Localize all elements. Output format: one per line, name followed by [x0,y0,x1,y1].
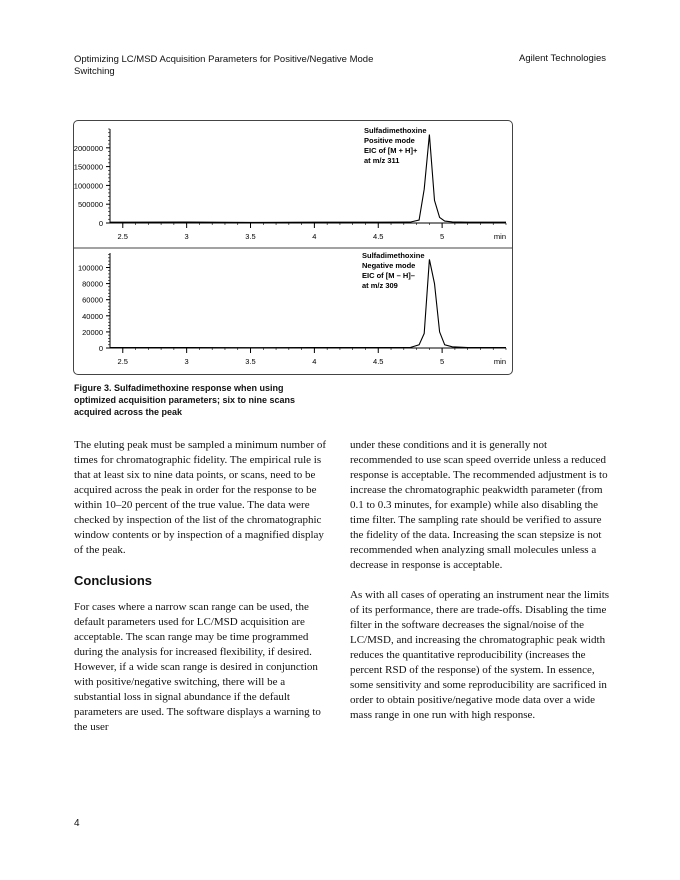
x-tick-label: 3 [184,232,189,241]
header-company: Agilent Technologies [519,53,606,64]
y-tick-label: 100000 [77,263,103,273]
y-tick-label: 1500000 [74,162,103,172]
x-tick-label: 4 [312,357,317,366]
paragraph: As with all cases of operating an instrument near the limits of its performance, there are trade-offs. Disabling the time filter in the software decreases the signal/noise of the LC/MSD, and increasing the chromatographic peak width reduces the quantitative reproducibility (increases the percent RSD of the response) of the system. In essence, some sensitivity and some reproducibility are sacrificed in order to obtain positive/negative mode data over a wide mass range in one run with high response. [350,589,610,721]
chromatogram-trace [110,259,506,347]
annotation-line: EIC of [M + H]+ [364,146,418,155]
x-tick-label: 5 [440,232,445,241]
y-tick-label: 20000 [82,327,103,337]
page-number: 4 [74,818,80,829]
body-column-left [74,438,334,750]
x-tick-label: 3 [184,357,189,366]
section-heading-conclusions: Conclusions [74,573,153,588]
chromatogram-svg [74,121,512,374]
y-tick-label: 0 [98,219,103,228]
y-tick-label: 2000000 [74,143,103,153]
paragraph: under these conditions and it is generally not recommended to use scan speed override unless a reduced response is acceptable. The recommended adjustment is to increase the chromatographic peakwidth parameter (from 0.1 to 0.3 minutes, for example) while also disabling the time filter. The sampling rate should be verified to assure the fidelity of the data. Increasing the scan stepsize is not recommended when analyzing small molecules unless a decrease in response is acceptable. [350,439,608,571]
header-title: Optimizing LC/MSD Acquisition Parameters for Positive/Negative Mode Switching [74,54,374,77]
paragraph: The eluting peak must be sampled a minimum number of times for chromatographic fidelity. The empirical rule is that at least six to nine data points, or scans, need to be acquired across the peak in order for the response to be within 10–20 percent of the true value. The data were checked by inspection of the list of the chromatographic window contents or by inspection of a magnified display of the peak. [74,439,327,556]
body-column-right [350,438,610,738]
annotation-line: Sulfadimethoxine [362,251,425,260]
y-tick-label: 80000 [82,279,103,289]
y-tick-label: 500000 [77,200,103,210]
x-tick-label: 4.5 [373,357,384,366]
annotation-line: Sulfadimethoxine [364,126,427,135]
x-tick-label: 5 [440,357,445,366]
figure-caption: Figure 3. Sulfadimethoxine response when using optimized acquisition parameters; six to nine scans acquired across the peak [74,383,296,417]
y-tick-label: 40000 [82,311,103,321]
x-axis-label: min [493,232,506,241]
annotation-line: at m/z 309 [362,281,398,290]
annotation-line: Negative mode [362,261,416,270]
x-tick-label: 4.5 [373,232,384,241]
y-tick-label: 0 [98,344,103,353]
annotation-line: EIC of [M – H]– [362,271,415,280]
y-tick-label: 1000000 [74,181,103,191]
x-tick-label: 2.5 [117,357,128,366]
annotation-line: Positive mode [364,136,415,145]
y-tick-label: 60000 [82,295,103,305]
chromatogram-figure [73,120,513,375]
x-tick-label: 3.5 [245,357,256,366]
x-axis-label: min [493,357,506,366]
paragraph: For cases where a narrow scan range can be used, the default parameters used for LC/MSD acquisition are acceptable. The scan range may be time programmed during the analysis for increased flexibility, if desired. However, if a wide scan range is desired in conjunction with positive/negative switching, there will be a substantial loss in signal abundance if the default parameters are used. The software displays a warning to the user [74,601,321,733]
x-tick-label: 4 [312,232,317,241]
x-tick-label: 2.5 [117,232,128,241]
chromatogram-trace [110,135,506,223]
annotation-line: at m/z 311 [364,156,400,165]
x-tick-label: 3.5 [245,232,256,241]
